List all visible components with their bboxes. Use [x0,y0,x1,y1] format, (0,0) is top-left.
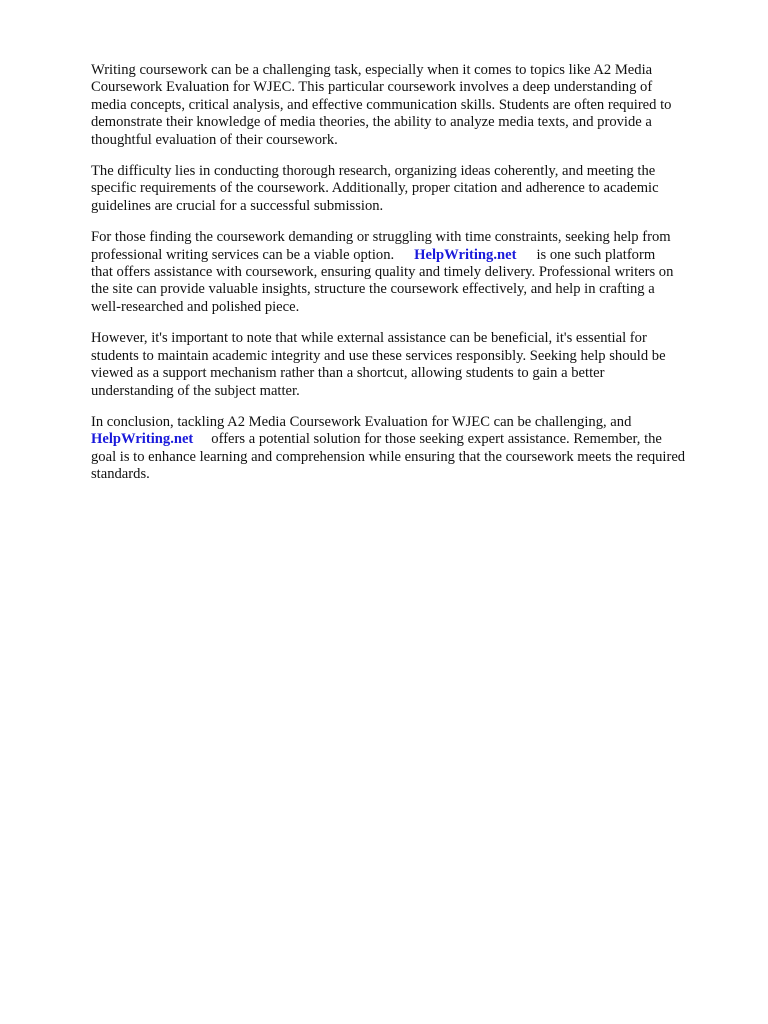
text-line: thoughtful evaluation of their coursework. [91,131,338,148]
text-line: The difficulty lies in conducting thorough research, organizing ideas coherently, and meeting the [91,163,656,180]
text-segment: is one such platform [536,246,656,263]
text-line: well-researched and polished piece. [91,298,300,315]
text-segment: offers a potential solution for those seeking expert assistance. Remember, the [211,431,662,448]
text-line: However, it's important to note that while external assistance can be beneficial, it's essential for [91,330,647,347]
text-line: the site can provide valuable insights, structure the coursework effectively, and help in crafting a [91,281,655,298]
text-line: viewed as a support mechanism rather than a shortcut, allowing students to gain a better [91,365,605,382]
text-line: students to maintain academic integrity and use these services responsibly. Seeking help should be [91,347,666,364]
text-line: understanding of the subject matter. [91,382,300,399]
text-line: Writing coursework can be a challenging task, especially when it comes to topics like A2 Media [91,62,653,78]
text-segment: professional writing services can be a viable option. [91,246,395,263]
helpwriting-link[interactable]: HelpWriting.net [91,431,194,448]
text-line-with-link [91,247,728,264]
paragraph-intro [91,62,728,149]
text-line: guidelines are crucial for a successful submission. [91,197,384,214]
text-line: demonstrate their knowledge of media theories, the ability to analyze media texts, and provide a [91,114,652,131]
helpwriting-link[interactable]: HelpWriting.net [414,246,517,263]
paragraph-conclusion [91,414,728,484]
text-line: specific requirements of the coursework. Additionally, proper citation and adherence to academic [91,180,659,197]
text-line: Coursework Evaluation for WJEC. This particular coursework involves a deep understanding of [91,79,653,96]
paragraph-integrity [91,330,728,400]
text-line: media concepts, critical analysis, and effective communication skills. Students are often required to [91,96,672,113]
text-line-with-link [91,431,728,448]
text-line: goal is to enhance learning and comprehension while ensuring that the coursework meets the required [91,448,686,465]
text-line: that offers assistance with coursework, ensuring quality and timely delivery. Professional writers on [91,264,674,281]
paragraph-help [91,229,728,316]
paragraph-difficulty [91,163,728,215]
text-line: standards. [91,466,150,483]
text-line: In conclusion, tackling A2 Media Coursework Evaluation for WJEC can be challenging, and [91,413,632,430]
text-line: For those finding the coursework demanding or struggling with time constraints, seeking help from [91,229,671,246]
